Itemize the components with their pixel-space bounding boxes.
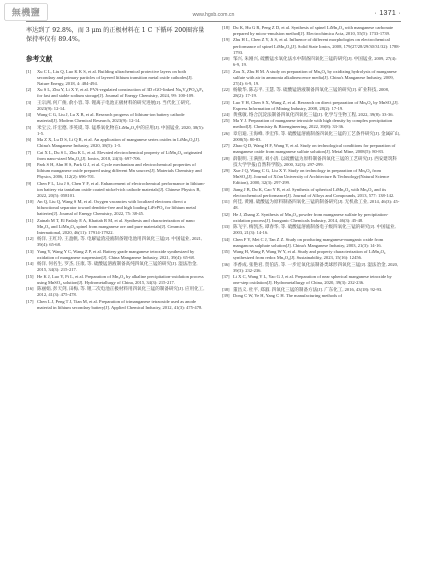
reference-text: 王宗洲, 何广俊, 俞小容, 等. 锂离子电池正极材料的研究进展[J]. 当代化工研究, 2023(9): 12-14. <box>37 99 191 111</box>
reference-number: [25] <box>222 118 230 124</box>
reference-item <box>26 261 205 273</box>
reference-text: Li X C, Wang Y L, Yao G J, et al. Preparation of near spherical manganese tetroxide by one-step oxidation[J]. Hydrometallurgy of China, 2020, 39(3): 232-236. <box>233 274 392 286</box>
reference-text: Dong C W, Ye H, Yang C H. The manufacturing methods of <box>233 293 343 299</box>
reference-item <box>222 224 401 236</box>
reference-number: [27] <box>222 143 230 149</box>
reference-text: An Q, Liu Q, Wang S M, et al. Oxygen vacancies with localized electrons direct a bifunctional separator toward dendrite-free and high loading LiFePO₄ for lithium metal batteries[J]. Journal of Energy Chemistry, 2022, 75: 38-45. <box>37 199 196 217</box>
reference-item <box>222 37 401 55</box>
journal-url[interactable]: www.hgxb.com.cn <box>192 12 235 18</box>
reference-item <box>222 262 401 274</box>
reference-number: [6] <box>26 137 32 143</box>
reference-text: 黄燕敏, 络合沉淀法制备四氧化四氧化三锰[J]. 化学与生物工程, 2022, 39(8): 33-36. <box>233 112 394 117</box>
reference-text: Zhao Q D, Wang H F, Wang Y, et al. Study on technological conditions for preparation of manganese oxide from manganese sulfate solution[J]. Metal Mine, 2008(5): 80-83. <box>233 143 396 155</box>
reference-number: [38] <box>222 286 230 292</box>
reference-text: Wang C G, Liu J, Lu X B, et al. Research progress of lithium-ion battery cathode material[J]. Modern Chemical Research, 2023(9): 12-14. <box>37 112 185 124</box>
reference-number: [9] <box>26 180 32 186</box>
reference-number: [35] <box>222 249 230 255</box>
reference-number: [33] <box>222 224 230 230</box>
page-header <box>0 0 427 26</box>
reference-number: [10] <box>26 199 34 205</box>
reference-number: [39] <box>222 293 230 299</box>
reference-item <box>26 218 205 236</box>
reference-text: 邹兴, 朱刚兴, 硫酸锰水氧化法水中制备四氧化三锰的研究[J]. 中国锰业, 2009, 27(4): 6-9, 19. <box>233 56 397 68</box>
reference-item <box>26 112 205 124</box>
reference-item <box>26 125 205 137</box>
reference-item <box>26 100 205 112</box>
reference-item <box>222 87 401 99</box>
reference-item <box>222 293 401 299</box>
reference-number: [37] <box>222 274 230 280</box>
reference-item <box>26 162 205 180</box>
reference-text: 章启迪, 王海峰, 李宏伟, 等. 硫酸锰溶液制备四氧化三锰的工艺条件研究[J]. 金属矿山, 2008(5): 80-83. <box>233 130 401 142</box>
reference-number: [11] <box>26 217 34 223</box>
page-number: · 1371 · <box>374 10 401 17</box>
reference-text: Chen L J, Peng T J, Tian M, et al. Preparation of trimanganese tetraoxide used as anode material in lithium secondary battery[J]. Applied Chemical Industry, 2012, 41(3): 475-478. <box>37 298 203 310</box>
reference-item <box>222 56 401 68</box>
reference-text: Zhu H L, Chen Z Y, Ji S, et al. Influence of different morphologies on electrochemical performance of spinel LiMn₂O₄[J]. Solid State Ionics, 2008, 179(27/28/29/30/31/32): 1788-1793. <box>233 37 401 55</box>
left-column <box>26 25 205 311</box>
reference-item <box>222 25 401 37</box>
reference-number: [3] <box>26 99 32 105</box>
reference-text: Ma Y J. Preparation of manganese tetroxide with high density by complex precipitation method[J]. Chemistry & Bioengineering, 2022, 39(8): 33-36. <box>233 118 393 130</box>
reference-number: [23] <box>222 99 230 105</box>
reference-item <box>222 212 401 224</box>
reference-text: 陈飞宇, 梅凯杰, 谭春华, 等. 硫酸锰溶液制备电子级四氧化三锰的研究[J]. 中国锰业, 2003, 21(3): 14-16. <box>233 224 396 236</box>
reference-number: [29] <box>222 168 230 174</box>
reference-text: Park S H, Ahn H S, Park G J, et al. Cycle mechanism and electrochemical properties of lithium manganese oxide prepared using different Mn sources[J]. Materials Chemistry and Physics, 2006, 112(2): 696-701. <box>37 162 202 180</box>
reference-number: [26] <box>222 130 230 136</box>
reference-text: Chen F L, Liu J S, Chen Y F, et al. Enhancement of electrochemical performance in lithium-ion battery via tantalum oxide coated nickel-rich cathode materials[J]. Chinese Physics B, 2022, 20(5): 058101. <box>37 180 205 198</box>
reference-text: Wang H, Wang P, Wang W Y, et al. Study and property characterization of LiMn₂O₄ synthesized from redox Mn₃O₄[J]. Sustainability, 2023, 15(16): 12456. <box>233 249 386 261</box>
reference-item <box>222 156 401 168</box>
reference-number: [1] <box>26 68 32 74</box>
reference-item <box>222 237 401 249</box>
reference-text: Cai X L, Du S L, Zhu K L, et al. Elevated electrochemical property of LiMn₂O₄ originated from nano-sized Mn₃O₄[J]. Ionics, 2018, 24(3): 697-706. <box>37 149 203 161</box>
reference-number: [31] <box>222 199 230 205</box>
reference-item <box>222 100 401 112</box>
reference-text: Xu S L, Zhu Y, Li X Y, et al. PVA-regulated construction of 3D rGO-linked Na₃V₂(PO₄)₂F₃ for fast and stable sodium storage[J]. Journal of Energy Chemistry, 2024, 99: 100-109. <box>37 87 204 99</box>
reference-text: 李香成, 张艳君, 贺伯洁, 等. 一步近氧化法制备类球形四氧化三锰[J]. 湿法冶金, 2020, 39(3): 232-236. <box>233 261 399 273</box>
svg-text:無機鹽: 無機鹽 <box>11 8 41 19</box>
reference-item <box>26 181 205 199</box>
reference-number: [32] <box>222 211 230 217</box>
reference-text: 何佳, 黄刚, 硫酸锰为原料制备四氧化三锰的制备研究[J]. 无机盐工业, 2014, 46(3): 45-48. <box>233 199 400 211</box>
reference-number: [36] <box>222 261 230 267</box>
reference-number: [8] <box>26 162 32 168</box>
reference-item <box>26 137 205 149</box>
reference-number: [28] <box>222 155 230 161</box>
reference-item <box>26 286 205 298</box>
intro-paragraph: 率达到了 92.8%，而 3 μm 的正极材料在 1 C 下循环 200圈容量保持率仅有 89.4%。 <box>26 27 205 44</box>
reference-number: [5] <box>26 124 32 130</box>
reference-text: 陈丽娟, 彭天剑, 田梅, 等. 锂二次电池正极材料用四氧化三锰的制备研究[J]. 应用化工, 2012, 41(3): 475-478. <box>37 286 205 298</box>
reference-text: Ma Z X, Lu D S, Li Q R, et al. An application of manganese series oxides in LiMn₂O₄[J]. China's Manganese Industry, 2020, 38(5): 1-5. <box>37 137 200 149</box>
reference-item <box>26 69 205 87</box>
reference-number: [17] <box>26 298 34 304</box>
reference-item <box>26 87 205 99</box>
reference-item <box>222 249 401 261</box>
reference-number: [34] <box>222 236 230 242</box>
reference-text: Chen F Y, Mei C J, Tan Z Z. Study on producing manganese-manganic oxide from manganous sulphate solution[J]. China's Manganese Industry, 2003, 21(3): 14-16. <box>233 236 384 248</box>
reference-item <box>26 299 205 311</box>
reference-text: He K J, Luo Y, Pi L, et al. Preparation of Mn₃O₄ by alkaline precipitation-oxidation process using MnSO₄ solution[J]. Hydrometallurgy of China, 2015, 34(3): 215-217. <box>37 273 204 285</box>
reference-item <box>222 187 401 199</box>
reference-number: [16] <box>26 286 34 292</box>
reference-list-right <box>222 25 401 299</box>
reference-text: Zainab M T, El Fadaly E A, Khattab R M, et al. Synthesis and characterization of nano Mn₂O₃ and LiMn₂O₄ spinel from manganese ore and pure materials[J]. Ceramics International, 2020, 46(11): 17914-17922. <box>37 217 195 235</box>
reference-text: Du K, Hu G R, Peng Z D, et al. Synthesis of spinel LiMn₂O₄ with manganese carbonate prepared by micro-emulsion method[J]. Electrochimica Acta, 2010, 55(5): 1733-1739. <box>233 25 394 37</box>
reference-text: 薛银明, 王满照, 刘小清. 以硫酸锰为原料制备四氧化三锰的工艺研究[J]. 西安建筑科技大学学报(自然科学版), 2000, 32(3): 297-299. <box>233 155 397 167</box>
reference-item <box>26 150 205 162</box>
reference-number: [13] <box>26 248 34 254</box>
reference-number: [12] <box>26 236 34 242</box>
reference-item <box>26 236 205 248</box>
reference-text: Xue J Q, Wang C G, Liu X Y. Study on technology in preparation of Mn₃O₄ from MnSO₄[J]. Journal of Xi'an University of Architecture & Technology(Natural Science Edition), 2000, 32(3): 297-299. <box>233 168 390 186</box>
reference-number: [21] <box>222 68 230 74</box>
reference-text: Luo Y H, Chen S X, Wang Z, et al. Research on direct preparation of Mn₃O₄ by MnSO₄[J]. Express Information of Mining Industry, 2008, 28(2): 17-19. <box>233 99 399 111</box>
reference-item <box>26 274 205 286</box>
reference-text: 杨洋, 王红玲, 王盈帆, 等. 电解锰渣浸液制备锂电池用四氧化三锰[J]. 中国锰业, 2021, 39(4): 65-68. <box>37 236 203 248</box>
reference-text: Xu C L, Liu Q, Luo K K S, et al. Building ultrachemical protective layers on both secondary and primary particles of layered lithium transition metal oxide cathodes[J]. Nature Energy, 2018, 4: 484-494. <box>37 68 193 86</box>
reference-text: Yang Y, Wang Y C, Wang Z P, et al. Battery grade manganese tetroxide synthesized by oxidation of manganese suspension[J]. China Manganese Industry, 2021, 39(4): 65-68. <box>37 248 195 260</box>
reference-text: 董昌义. 杜平, 郑淑. 四氧化三锰的制备方法[J]. 广东化工, 2016, 43(18): 92-93. <box>233 286 383 292</box>
reference-text: He J, Zhang Z. Synthesis of Mn₃O₄ powder from manganese sulfate by precipitation-oxidation process[J]. Inorganic Chemicals Industry, 2014, 46(3): 45-48. <box>233 211 389 223</box>
reference-list-left <box>26 69 205 311</box>
reference-item <box>222 112 401 118</box>
reference-text: 米宝云, 许宏德, 李英谟, 等. 锰系氧化物在LiMn₂O₄中的应用[J]. 中国锰业, 2020, 38(5): 1-5. <box>37 124 204 136</box>
right-column <box>222 25 401 300</box>
header-divider <box>26 21 401 22</box>
reference-text: Zou X, Zhu H M. A study on preparation of Mn₃O₄ by oxidizing hydrolysis of manganese sulfate with air in ammonia alkalinescence media[J]. China's Manganese Industry, 2009, 27(4): 6-9, 19. <box>233 68 397 86</box>
reference-item <box>222 274 401 286</box>
reference-item <box>222 143 401 155</box>
reference-number: [30] <box>222 186 230 192</box>
reference-text: Jiang J B, Du K, Cao Y B, et al. Synthesis of spherical LiMn₂O₄ with Mn₃O₄ and its electrochemical performance[J]. Journal of Alloys and Compounds, 2013, 577: 138-142. <box>233 186 395 198</box>
reference-item <box>222 199 401 211</box>
reference-number: [24] <box>222 112 230 117</box>
references-heading: 参考文献 <box>26 55 53 63</box>
reference-item <box>222 168 401 186</box>
reference-item <box>26 199 205 217</box>
reference-text: 杨洋, 何名生, 罗杰, 汪康, 等. 硫酸锰溶液制备高纯四氧化三锰的研究[J]. 湿法冶金, 2015, 34(3): 215-217. <box>37 261 198 273</box>
reference-text: 杨敏华, 陈志平, 王慧, 等. 硫酸锰溶液制备四氧化三锰的研究[J]. 矿业科技, 2008, 28(2): 17-19. <box>233 87 389 99</box>
reference-item <box>222 69 401 87</box>
reference-number: [19] <box>222 37 230 43</box>
reference-item <box>26 249 205 261</box>
reference-number: [18] <box>222 25 230 30</box>
reference-number: [20] <box>222 56 230 62</box>
reference-item <box>222 118 401 130</box>
reference-number: [14] <box>26 261 34 267</box>
reference-number: [4] <box>26 112 32 118</box>
reference-number: [15] <box>26 273 34 279</box>
reference-number: [7] <box>26 149 32 155</box>
reference-number: [22] <box>222 87 230 93</box>
reference-item <box>222 287 401 293</box>
reference-number: [2] <box>26 87 32 93</box>
reference-item <box>222 131 401 143</box>
